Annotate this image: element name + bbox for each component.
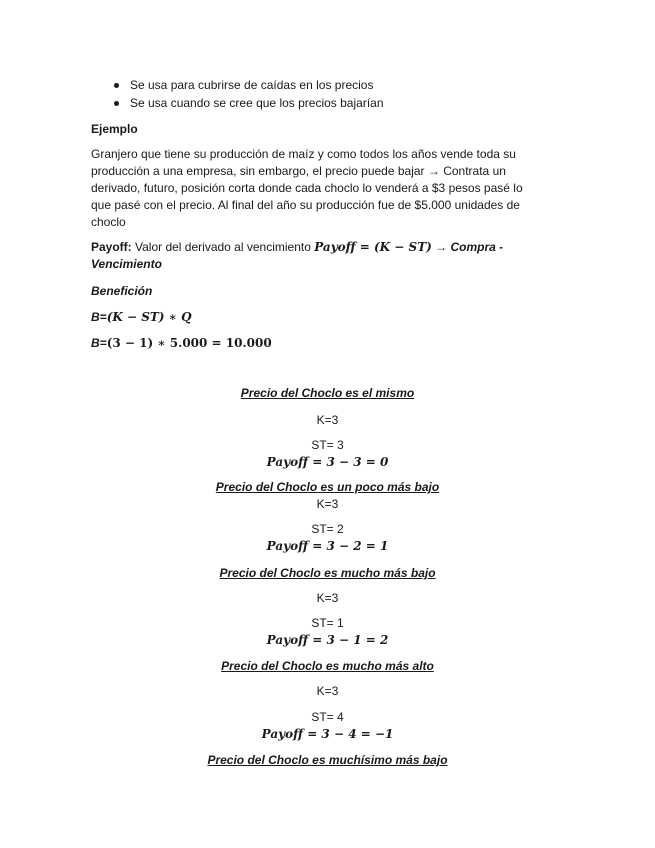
ejemplo-heading: Ejemplo [91, 122, 138, 136]
b-label: B= [91, 310, 107, 324]
case-title: Precio del Choclo es muchísimo más bajo [207, 753, 448, 767]
beneficio-heading: Benefición [91, 284, 153, 298]
case-title: Precio del Choclo es un poco más bajo [215, 480, 440, 494]
case-st: ST= 4 [311, 710, 344, 724]
bullet-item: Se usa para cubrirse de caídas en los precios [112, 76, 384, 94]
case-k: K=3 [316, 497, 339, 511]
b-formula-result: (3 − 1) ∗ 5.000 = 10.000 [106, 336, 272, 350]
case-k: K=3 [316, 413, 339, 427]
paragraph-line: choclo [91, 215, 126, 229]
paragraph-line: producción a una empresa, sin embargo, el precio puede bajar → Contrata un [91, 164, 506, 178]
case-payoff: Payoff = 3 − 2 = 1 [266, 539, 389, 553]
case-st: ST= 2 [311, 522, 344, 536]
case-title: Precio del Choclo es mucho más bajo [219, 566, 436, 580]
paragraph-line: derivado, futuro, posición corta donde cada choclo lo venderá a $3 pesos pasé lo [91, 181, 523, 195]
beneficio-formula-1 [91, 308, 561, 326]
b-label: B= [91, 336, 107, 350]
payoff-suffix-2: Vencimiento [91, 257, 162, 271]
case-k: K=3 [316, 591, 339, 605]
b-formula: (K − ST) ∗ Q [106, 310, 192, 324]
case-k: K=3 [316, 684, 339, 698]
paragraph-line: Granjero que tiene su producción de maíz y como todos los años vende toda su [91, 147, 516, 161]
case-payoff: Payoff = 3 − 3 = 0 [266, 455, 389, 469]
payoff-text: Valor del derivado al vencimiento [131, 240, 315, 254]
payoff-definition [91, 239, 561, 273]
case-title: Precio del Choclo es mucho más alto [221, 659, 434, 673]
case-st: ST= 3 [311, 438, 344, 452]
case-payoff: Payoff = 3 − 1 = 2 [266, 633, 389, 647]
bullet-item: Se usa cuando se cree que los precios bajarían [112, 94, 384, 112]
beneficio-formula-2 [91, 334, 561, 352]
bullet-list [112, 76, 384, 112]
payoff-formula: Payoff = (K − ST) [314, 240, 432, 254]
payoff-suffix: → Compra - [431, 240, 504, 254]
ejemplo-paragraph [91, 146, 561, 231]
paragraph-line: que pasé con el precio. Al final del año su producción fue de $5.000 unidades de [91, 198, 520, 212]
case-title: Precio del Choclo es el mismo [240, 386, 415, 400]
payoff-label: Payoff: [91, 240, 132, 254]
case-payoff: Payoff = 3 − 4 = −1 [261, 727, 394, 741]
case-st: ST= 1 [311, 616, 344, 630]
